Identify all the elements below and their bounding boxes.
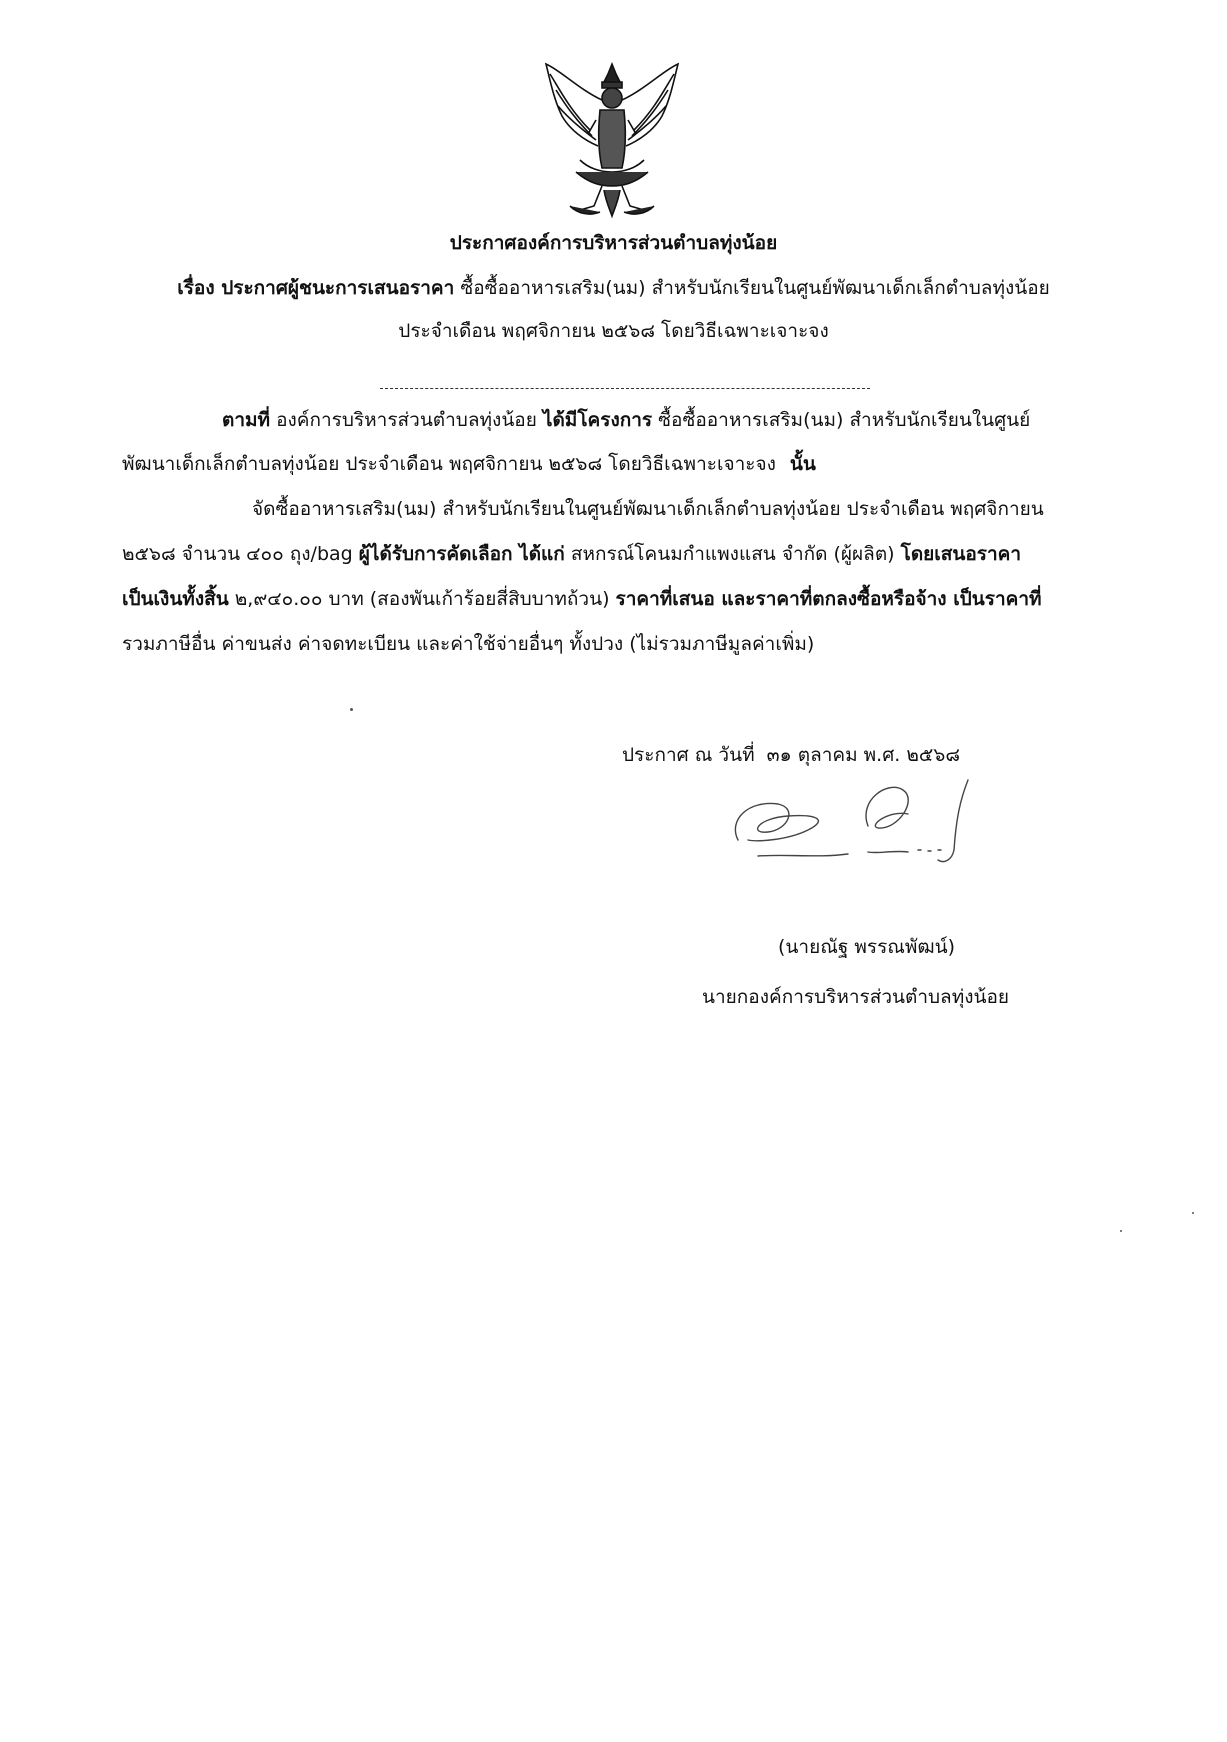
signer-name: (นายณัฐ พรรณพัฒน์) <box>778 936 956 958</box>
garuda-emblem-icon <box>540 60 685 220</box>
subject-line-2: ประจำเดือน พฤศจิกายน ๒๕๖๘ โดยวิธีเฉพาะเจาะจง <box>398 320 829 342</box>
p1-end: นั้น <box>789 453 816 475</box>
p2-quantity: ๒๕๖๘ จำนวน ๔๐๐ ถุง/bag <box>122 543 353 565</box>
p2-winner-label: ผู้ได้รับการคัดเลือก ได้แก่ <box>358 543 565 565</box>
signer-title: นายกองค์การบริหารส่วนตำบลทุ่งน้อย <box>702 986 1010 1008</box>
p1-project: ซื้อซื้ออาหารเสริม(นม) สำหรับนักเรียนในศูนย์ <box>658 409 1031 431</box>
p1-org: องค์การบริหารส่วนตำบลทุ่งน้อย <box>276 409 537 431</box>
separator-line <box>380 388 870 389</box>
p1-lead: ตามที่ <box>222 409 271 431</box>
scan-speck <box>1120 1230 1122 1232</box>
subject-label: เรื่อง ประกาศผู้ชนะการเสนอราคา <box>177 277 455 299</box>
p1-line2: พัฒนาเด็กเล็กตำบลทุ่งน้อย ประจำเดือน พฤศจิกายน ๒๕๖๘ โดยวิธีเฉพาะเจาะจง <box>122 453 776 475</box>
announcement-date <box>622 742 960 768</box>
p2-total: ๒,๙๔๐.๐๐ บาท (สองพันเก้าร้อยสี่สิบบาทถ้วน) <box>234 588 610 610</box>
paragraph-2-line-2 <box>122 541 1021 567</box>
subject-line <box>0 275 1227 301</box>
p2-offer-label: โดยเสนอราคา <box>900 543 1022 565</box>
paragraph-1-line-2 <box>122 451 816 477</box>
org-title: ประกาศองค์การบริหารส่วนตำบลทุ่งน้อย <box>449 232 778 254</box>
subject-text: ซื้อซื้ออาหารเสริม(นม) สำหรับนักเรียนในศูนย์พัฒนาเด็กเล็กตำบลทุ่งน้อย <box>460 277 1050 299</box>
paragraph-2-line-3 <box>122 586 1042 612</box>
p2-total-label: เป็นเงินทั้งสิ้น <box>122 588 229 610</box>
scan-speck <box>1192 1212 1194 1214</box>
paragraph-1-line-1 <box>222 407 1030 433</box>
handwritten-signature <box>718 770 1008 875</box>
scan-speck <box>350 708 353 711</box>
paragraph-2-line-4: รวมภาษีอื่น ค่าขนส่ง ค่าจดทะเบียน และค่าใช้จ่ายอื่นๆ ทั้งปวง (ไม่รวมภาษีมูลค่าเพิ่ม) <box>122 633 815 655</box>
date-label: ประกาศ ณ วันที่ <box>622 744 755 766</box>
announcement-title <box>0 230 1227 256</box>
p2-winner: สหกรณ์โคนมกำแพงแสน จำกัด (ผู้ผลิต) <box>570 543 895 565</box>
date-value: ๓๑ ตุลาคม พ.ศ. ๒๕๖๘ <box>766 744 960 766</box>
p2-price-note: ราคาที่เสนอ และราคาที่ตกลงซื้อหรือจ้าง เป็นราคาที่ <box>615 588 1042 610</box>
paragraph-2-line-1: จัดซื้ออาหารเสริม(นม) สำหรับนักเรียนในศูนย์พัฒนาเด็กเล็กตำบลทุ่งน้อย ประจำเดือน พฤศจิกายน <box>252 498 1044 520</box>
p1-project-label: ได้มีโครงการ <box>542 409 653 431</box>
